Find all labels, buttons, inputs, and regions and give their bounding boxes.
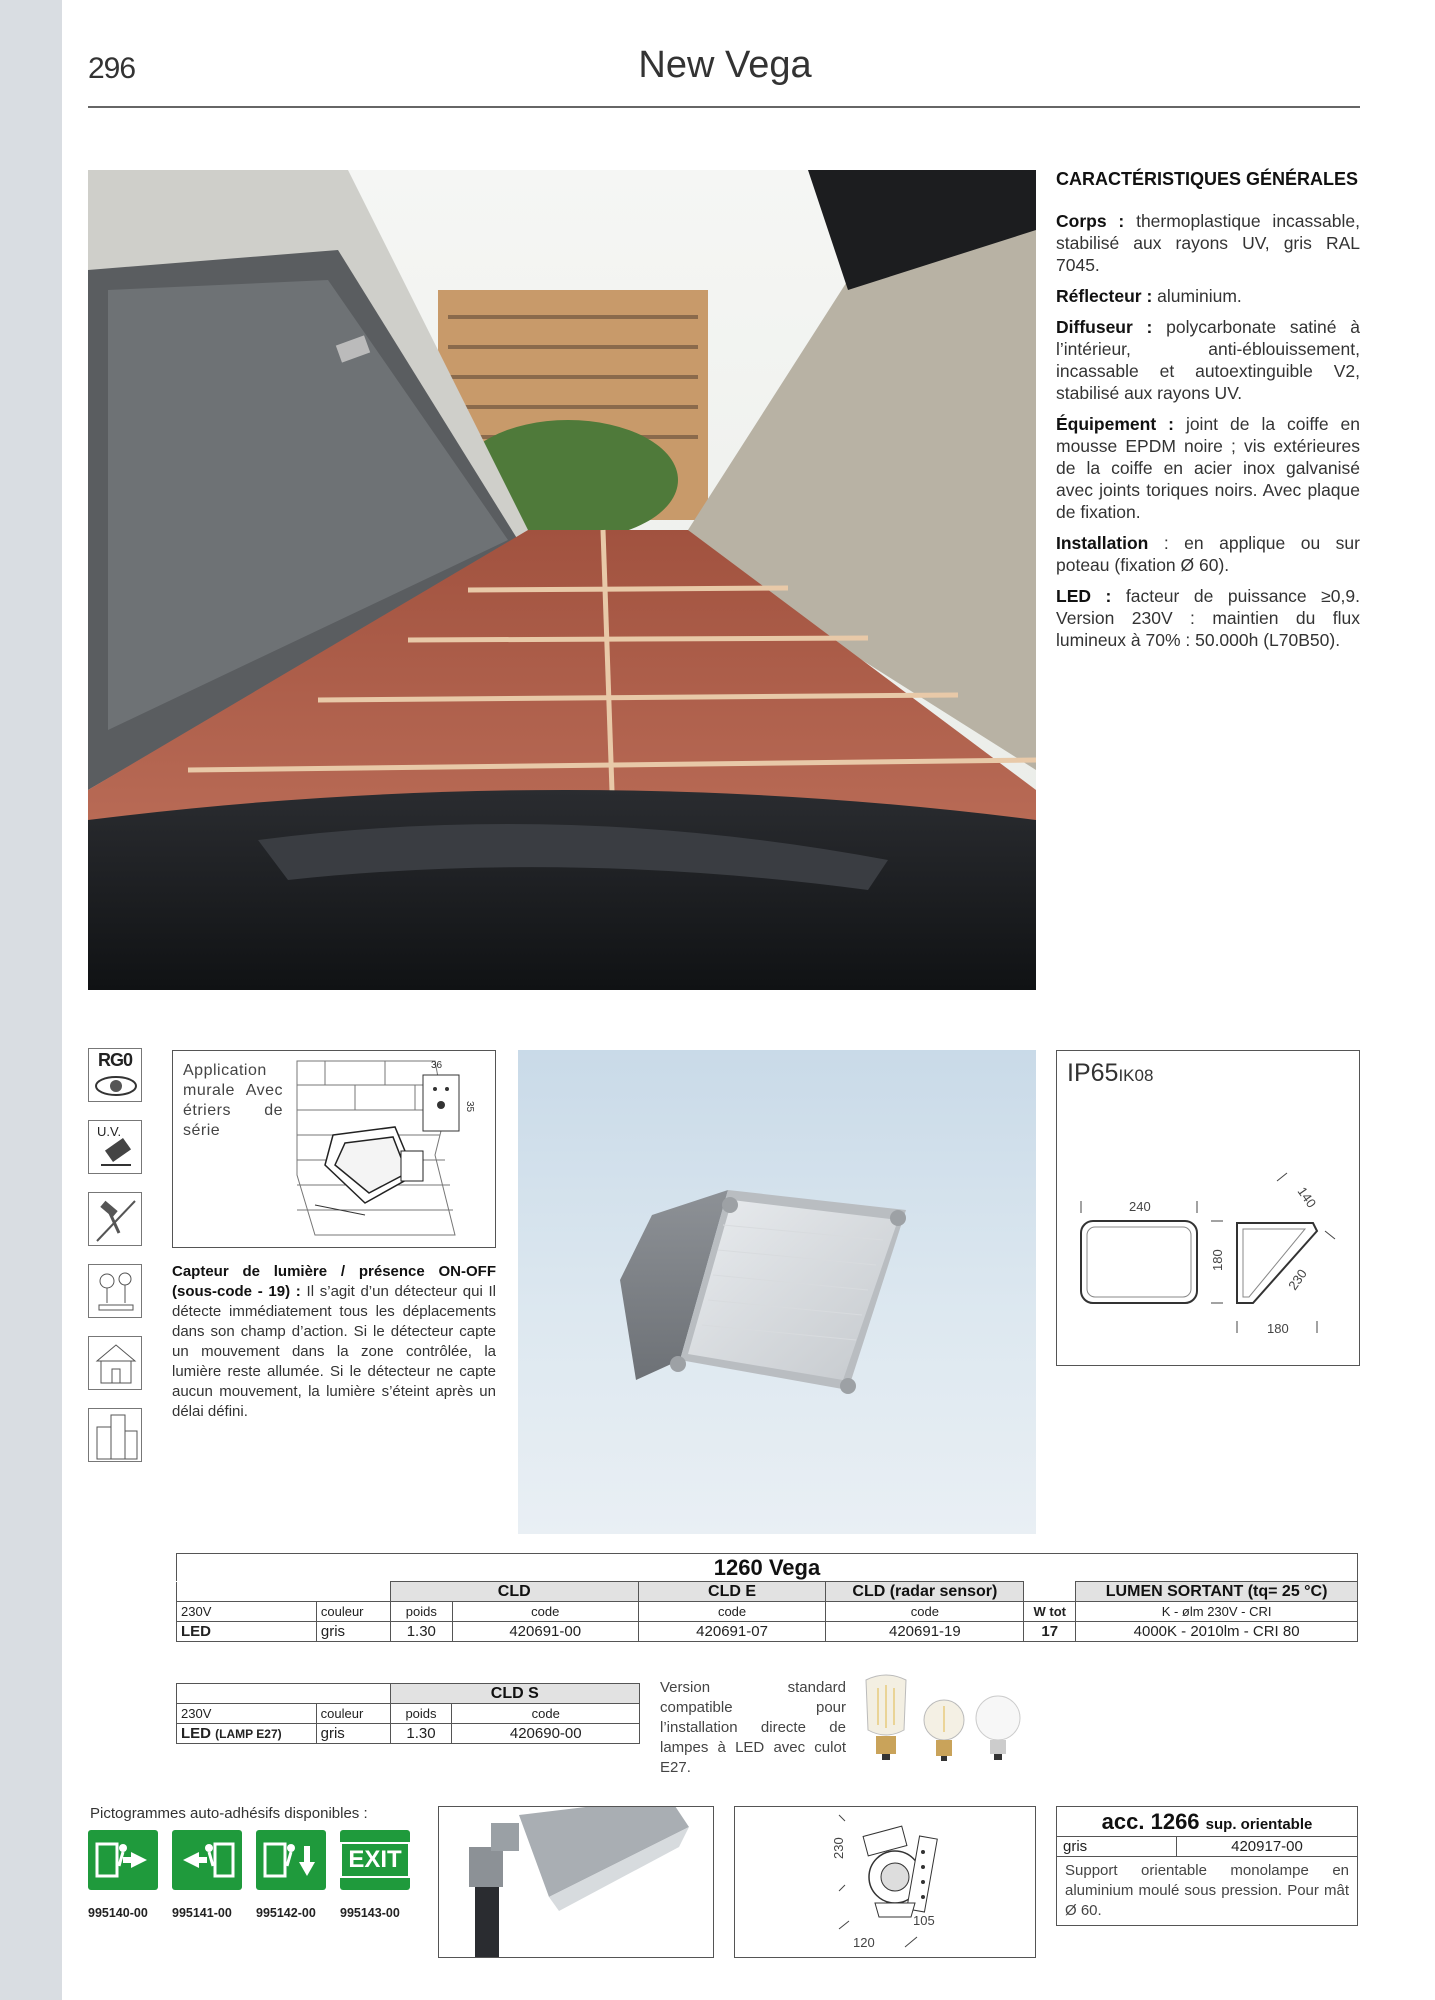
e27-bulbs-illustration bbox=[856, 1670, 1036, 1790]
product-photo bbox=[518, 1050, 1036, 1534]
specs-heading: CARACTÉRISTIQUES GÉNÉRALES bbox=[1056, 169, 1359, 189]
picto-code-3: 995142-00 bbox=[256, 1906, 316, 1920]
dim-side-label: 35 bbox=[464, 1101, 475, 1113]
table-row: LED gris 1.30 420691-00 420691-07 420691-19 17 4000K - 2010lm - CRI 80 bbox=[177, 1622, 1358, 1642]
bracket-height-label: 230 bbox=[831, 1837, 846, 1859]
col-clde: CLD E bbox=[638, 1582, 826, 1602]
feature-icons bbox=[88, 1048, 144, 1480]
bracket-width-label: 120 bbox=[853, 1935, 875, 1950]
product-table bbox=[176, 1581, 1358, 1642]
col-cld: CLD bbox=[390, 1582, 638, 1602]
picto-code-2: 995141-00 bbox=[172, 1906, 232, 1920]
application-diagram bbox=[172, 1050, 496, 1248]
sub-code-1: code bbox=[452, 1602, 638, 1622]
col-lumen: LUMEN SORTANT (tq= 25 °C) bbox=[1076, 1582, 1358, 1602]
side-strip bbox=[0, 0, 62, 2000]
page-title: New Vega bbox=[638, 44, 812, 86]
impact-resistant-icon bbox=[88, 1192, 142, 1246]
accessory-description: Support orientable monolampe en aluminium moulé sous pression. Pour mât Ø 60. bbox=[1065, 1862, 1349, 1919]
sub-couleur: couleur bbox=[316, 1602, 390, 1622]
dim-height-label: 180 bbox=[1210, 1249, 1225, 1271]
spec-diffuseur: Diffuseur : polycarbonate satiné à l’intérieur, anti-éblouissement, incassable et autoextinguible V2, stabilisé aux rayons UV. bbox=[1056, 317, 1360, 403]
sub-wtot: W tot bbox=[1024, 1602, 1076, 1622]
dim-bottom-label: 180 bbox=[1267, 1321, 1289, 1336]
accessory-box bbox=[1056, 1806, 1358, 1926]
sub-voltage: 230V bbox=[177, 1602, 317, 1622]
exit-right-pictogram bbox=[88, 1830, 158, 1890]
exit-text-pictogram: EXIT bbox=[340, 1830, 410, 1890]
sub-poids: poids bbox=[390, 1602, 452, 1622]
picto-code-1: 995140-00 bbox=[88, 1906, 148, 1920]
application-text: Application murale Avec étriers de série bbox=[183, 1062, 283, 1139]
sensor-description: Capteur de lumière / présence ON-OFF (sous-code - 19) : Il s’agit d’un détecteur qui Il détecte immédiatement tous les déplacements dans son champ d’action. Si le détecteur capte un mouvement dans la zone contrôlée, la lumière reste allumée. Si le détecteur ne capte aucun mouvement, la lumière s’éteint après un délai défini. bbox=[172, 1263, 497, 1420]
dim-diag-label: 230 bbox=[1285, 1266, 1310, 1293]
uv-resistant-icon: U.V. bbox=[88, 1120, 142, 1174]
sub-code-3: code bbox=[826, 1602, 1024, 1622]
exit-down-pictogram bbox=[256, 1830, 326, 1890]
page-number: 296 bbox=[88, 52, 136, 85]
spec-equipement: Équipement : joint de la coiffe en mousse EPDM noire ; vis extérieures de la coiffe en acier inox galvanisé avec joints toriques noirs. Avec plaque de fixation. bbox=[1056, 414, 1360, 522]
house-application-icon bbox=[88, 1336, 142, 1390]
bracket-diagram bbox=[734, 1806, 1036, 1958]
header-rule bbox=[88, 106, 1360, 108]
rg0-eye-icon: RG0 bbox=[88, 1048, 142, 1102]
spec-corps: Corps : thermoplastique incassable, stabilisé aux rayons UV, gris RAL 7045. bbox=[1056, 211, 1360, 275]
exit-left-pictogram bbox=[172, 1830, 242, 1890]
ip-rating: IP65IK08 bbox=[1067, 1059, 1154, 1087]
pictograms-title: Pictogrammes auto-adhésifs disponibles : bbox=[90, 1805, 368, 1822]
col-clds: CLD S bbox=[390, 1684, 639, 1704]
building-application-icon bbox=[88, 1408, 142, 1462]
spec-led: LED : facteur de puissance ≥0,9. Version 230V : maintien du flux lumineux à 70% : 50.000h (L70B50). bbox=[1056, 586, 1360, 650]
spec-installation: Installation : en applique ou sur poteau (fixation Ø 60). bbox=[1056, 533, 1360, 575]
dim-top-label: 36 bbox=[431, 1060, 443, 1071]
cld-s-table: CLD S 230V couleur poids code LED (LAMP E27) gris 1.30 420690-00 bbox=[176, 1683, 640, 1744]
general-specs bbox=[1056, 168, 1360, 660]
accessory-heading: acc. 1266 sup. orientable bbox=[1057, 1807, 1357, 1837]
col-cldr: CLD (radar sensor) bbox=[826, 1582, 1024, 1602]
bracket-depth-label: 105 bbox=[913, 1913, 935, 1928]
table-caption: 1260 Vega bbox=[176, 1553, 1358, 1581]
dimensions-box bbox=[1056, 1050, 1360, 1366]
pole-mount-photo bbox=[438, 1806, 714, 1958]
table-row: LED (LAMP E27) gris 1.30 420690-00 bbox=[177, 1724, 640, 1744]
park-application-icon bbox=[88, 1264, 142, 1318]
dim-width-label: 240 bbox=[1129, 1199, 1151, 1214]
version-note: Version standard compatible pour l’installation directe de lampes à LED avec culot E27. bbox=[660, 1679, 846, 1776]
spec-reflecteur: Réflecteur : aluminium. bbox=[1056, 286, 1242, 306]
accessory-row: gris 420917-00 bbox=[1057, 1837, 1357, 1857]
ramp-photo bbox=[88, 170, 1036, 990]
sub-code-2: code bbox=[638, 1602, 826, 1622]
dim-depth-label: 140 bbox=[1294, 1184, 1320, 1211]
picto-code-4: 995143-00 bbox=[340, 1906, 400, 1920]
sub-klm: K - ølm 230V - CRI bbox=[1076, 1602, 1358, 1622]
